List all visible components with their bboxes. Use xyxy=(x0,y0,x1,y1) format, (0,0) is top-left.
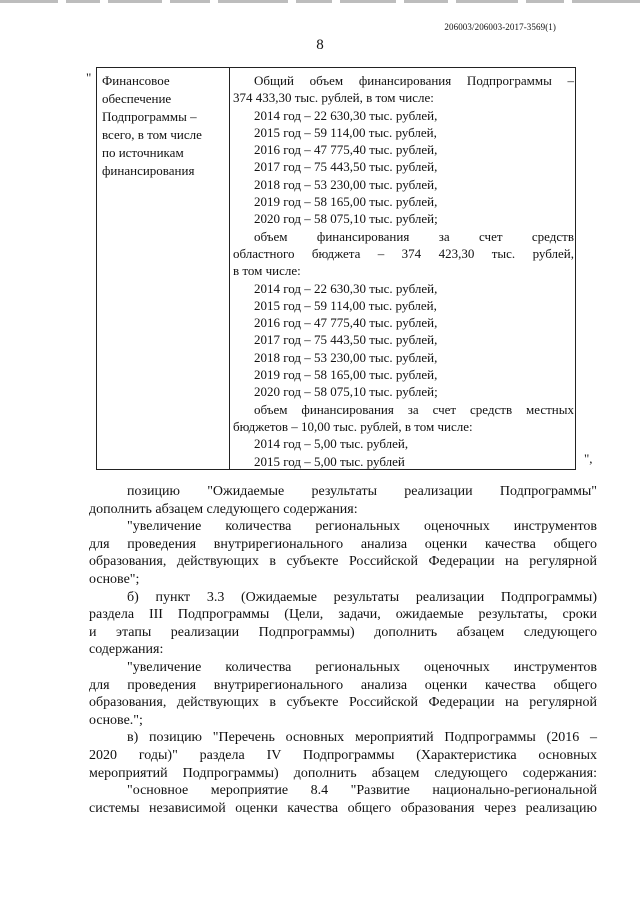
body-line: "основное мероприятие 8.4 "Развитие национально-региональной xyxy=(127,783,597,799)
left-line: обеспечение xyxy=(102,91,172,106)
right-line: 2015 год – 59 114,00 тыс. рублей, xyxy=(254,124,437,140)
right-line: в том числе: xyxy=(233,263,301,279)
page-number: 8 xyxy=(316,37,324,53)
right-line: 2018 год – 53 230,00 тыс. рублей, xyxy=(254,349,438,365)
right-line: Общий объем финансирования Подпрограммы – xyxy=(254,73,574,88)
left-line: Финансовое xyxy=(102,73,170,88)
document-id: 206003/206003-2017-3569(1) xyxy=(444,22,556,32)
right-line: 2020 год – 58 075,10 тыс. рублей; xyxy=(254,211,438,227)
table-close-quote: ", xyxy=(584,451,593,466)
left-line: всего, в том числе xyxy=(102,127,202,142)
table-right-cell xyxy=(233,72,574,470)
right-line: 2015 год – 5,00 тыс. рублей xyxy=(254,453,405,469)
body-line: и этапы реализации Подпрограммы) дополнить абзацем следующего xyxy=(89,624,597,640)
right-line: 2018 год – 53 230,00 тыс. рублей, xyxy=(254,176,438,192)
body-line: б) пункт 3.3 (Ожидаемые результаты реализации Подпрограммы) xyxy=(127,589,597,605)
right-line: 374 433,30 тыс. рублей, в том числе: xyxy=(233,90,434,106)
right-line: 2014 год – 22 630,30 тыс. рублей, xyxy=(254,107,438,123)
left-line: по источникам xyxy=(102,145,184,160)
body-line: образования, действующих в субъекте Российской Федерации на регулярной xyxy=(89,554,597,570)
table-column-divider xyxy=(229,68,230,469)
body-line: основе."; xyxy=(89,712,143,728)
right-line: 2014 год – 22 630,30 тыс. рублей, xyxy=(254,280,438,296)
body-line: в) позицию "Перечень основных мероприятий Подпрограммы (2016 – xyxy=(127,730,597,746)
scan-top-edge xyxy=(0,0,640,5)
body-line: раздела III Подпрограммы (Цели, задачи, ожидаемые результаты, сроки xyxy=(89,607,597,623)
right-line: 2016 год – 47 775,40 тыс. рублей, xyxy=(254,315,438,331)
right-line: объем финансирования за счет средств xyxy=(254,228,574,244)
financing-table xyxy=(96,67,576,470)
body-line: мероприятий Подпрограммы) дополнить абзацем следующего содержания: xyxy=(89,765,597,781)
body-line: 2020 годы)" раздела IV Подпрограммы (Характеристика основных xyxy=(89,747,597,763)
body-line: основе"; xyxy=(89,571,140,587)
left-line: Подпрограммы – xyxy=(102,109,197,124)
body-line: для проведения внутрирегионального анализа оценки качества общего xyxy=(89,536,597,552)
body-line: позицию "Ожидаемые результаты реализации Подпрограммы" xyxy=(127,484,597,499)
right-line: 2016 год – 47 775,40 тыс. рублей, xyxy=(254,142,438,158)
right-line: 2019 год – 58 165,00 тыс. рублей, xyxy=(254,194,438,210)
right-line: 2017 год – 75 443,50 тыс. рублей, xyxy=(254,159,438,175)
body-line: образования, действующих в субъекте Российской Федерации на регулярной xyxy=(89,695,597,711)
body-line: "увеличение количества региональных оценочных инструментов xyxy=(127,659,597,675)
table-left-cell xyxy=(102,72,227,180)
body-line: "увеличение количества региональных оценочных инструментов xyxy=(127,519,597,535)
right-line: объем финансирования за счет средств местных xyxy=(254,401,574,417)
body-line: системы независимой оценки качества общего образования через реализацию xyxy=(89,800,597,816)
right-line: 2019 год – 58 165,00 тыс. рублей, xyxy=(254,367,438,383)
body-text xyxy=(89,483,597,817)
body-line: для проведения внутрирегионального анализа оценки качества общего xyxy=(89,677,597,693)
right-line: бюджетов – 10,00 тыс. рублей, в том числе: xyxy=(233,418,473,434)
table-open-quote: " xyxy=(86,70,92,85)
right-line: областного бюджета – 374 423,30 тыс. рублей, xyxy=(233,245,574,261)
right-line: 2020 год – 58 075,10 тыс. рублей; xyxy=(254,384,438,400)
right-line: 2014 год – 5,00 тыс. рублей, xyxy=(254,436,409,452)
right-line: 2017 год – 75 443,50 тыс. рублей, xyxy=(254,332,438,348)
body-line: содержания: xyxy=(89,642,164,658)
right-line: 2015 год – 59 114,00 тыс. рублей, xyxy=(254,297,437,313)
left-line: финансирования xyxy=(102,163,195,178)
body-line: дополнить абзацем следующего содержания: xyxy=(89,501,358,517)
